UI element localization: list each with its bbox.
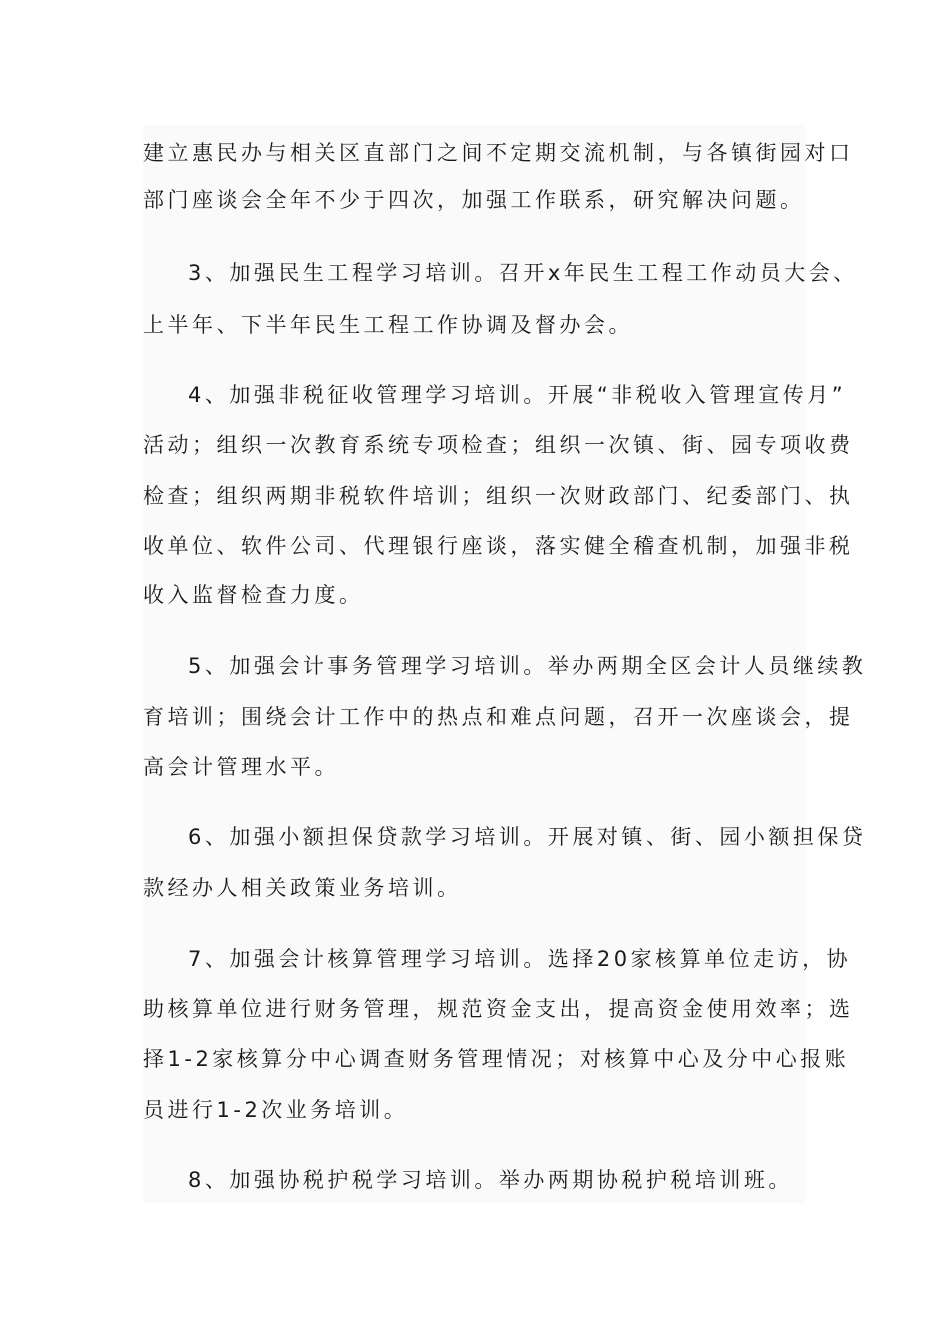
text-line: 收入监督检查力度。 xyxy=(143,583,364,607)
text-line: 4、加强非税征收管理学习培训。开展“非税收入管理宣传月” xyxy=(188,383,847,407)
text-line: 款经办人相关政策业务培训。 xyxy=(143,876,462,900)
text-line: 上半年、下半年民生工程工作协调及督办会。 xyxy=(143,313,633,337)
text-line: 6、加强小额担保贷款学习培训。开展对镇、街、园小额担保贷 xyxy=(188,825,867,849)
text-line: 7、加强会计核算管理学习培训。选择20家核算单位走访，协 xyxy=(188,947,852,971)
text-line: 收单位、软件公司、代理银行座谈，落实健全稽查机制，加强非税 xyxy=(143,534,854,558)
text-line: 择1-2家核算分中心调查财务管理情况；对核算中心及分中心报账 xyxy=(143,1047,850,1071)
text-line: 8、加强协税护税学习培训。举办两期协税护税培训班。 xyxy=(188,1168,793,1192)
text-line: 部门座谈会全年不少于四次，加强工作联系，研究解决问题。 xyxy=(143,188,805,212)
text-line: 育培训；围绕会计工作中的热点和难点问题，召开一次座谈会，提 xyxy=(143,705,854,729)
text-line: 活动；组织一次教育系统专项检查；组织一次镇、街、园专项收费 xyxy=(143,433,854,457)
text-line: 5、加强会计事务管理学习培训。举办两期全区会计人员继续教 xyxy=(188,654,867,678)
text-line: 员进行1-2次业务培训。 xyxy=(143,1098,409,1122)
text-line: 检查；组织两期非税软件培训；组织一次财政部门、纪委部门、执 xyxy=(143,484,854,508)
text-line: 3、加强民生工程学习培训。召开x年民生工程工作动员大会、 xyxy=(188,261,858,285)
text-line: 高会计管理水平。 xyxy=(143,755,339,779)
text-line: 助核算单位进行财务管理，规范资金支出，提高资金使用效率；选 xyxy=(143,997,854,1021)
text-line: 建立惠民办与相关区直部门之间不定期交流机制，与各镇街园对口 xyxy=(143,141,854,165)
